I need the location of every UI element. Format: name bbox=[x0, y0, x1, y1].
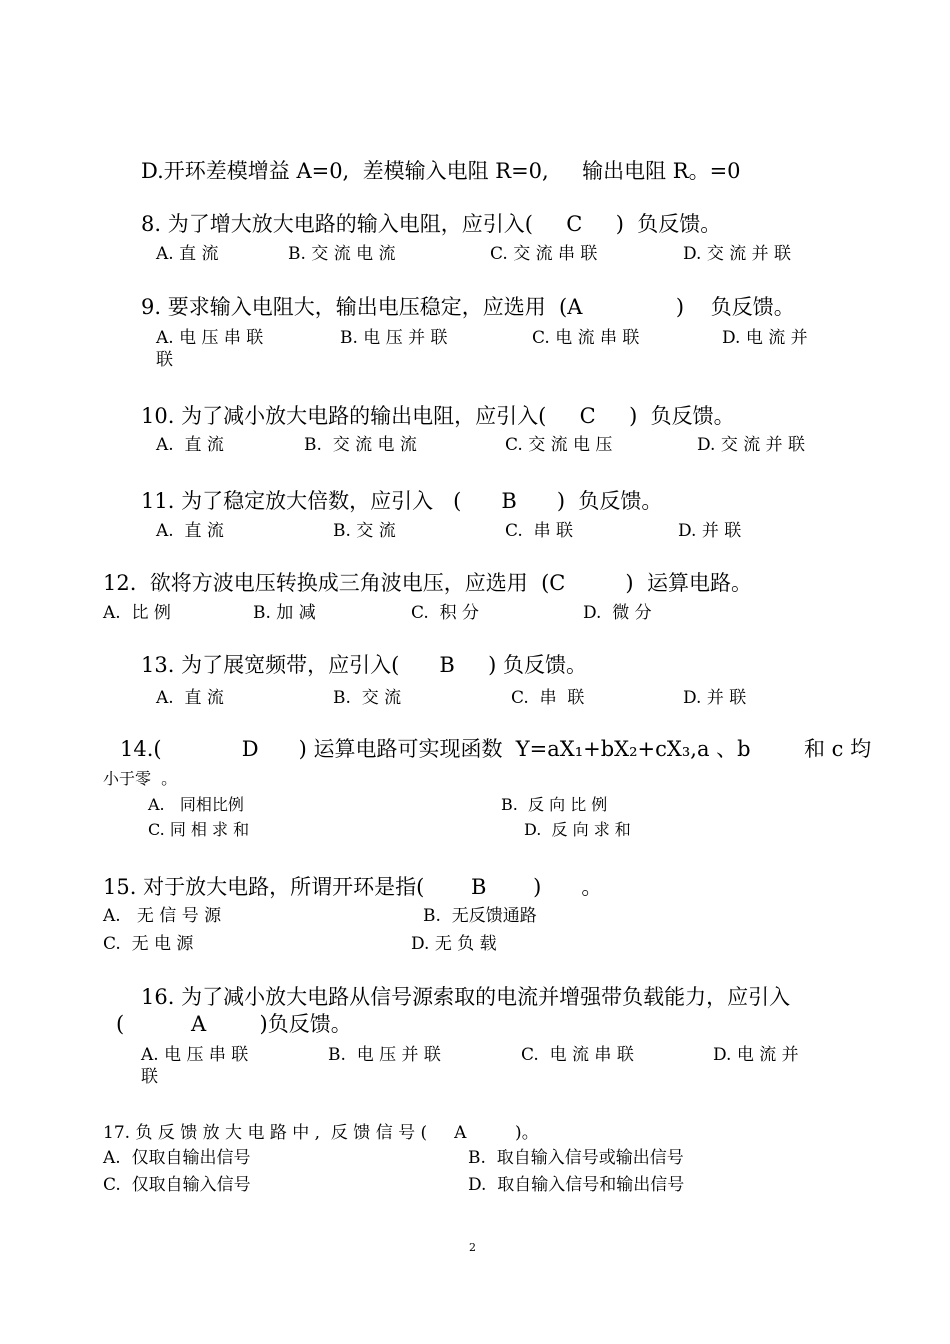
q12-option-a: A. 比 例 bbox=[103, 603, 171, 623]
q12-option-d: D. 微 分 bbox=[583, 603, 652, 623]
question-17: 17. 负 反 馈 放 大 电 路 中 , 反 馈 信 号 ( A )。 bbox=[103, 1123, 539, 1143]
q17-option-a: A. 仅取自输出信号 bbox=[103, 1148, 251, 1168]
question-12: 12. 欲将方波电压转换成三角波电压，应选用 (C ) 运算电路。 bbox=[103, 571, 752, 595]
q9-option-c: C. 电 流 串 联 bbox=[532, 328, 640, 348]
q9-option-a: A. 电 压 串 联 bbox=[156, 328, 264, 348]
q11-option-a: A. 直 流 bbox=[156, 521, 224, 541]
question-15: 15. 对于放大电路，所谓开环是指( B ) 。 bbox=[103, 875, 603, 899]
question-16: 16. 为了减小放大电路从信号源索取的电流并增强带负载能力，应引入 bbox=[141, 985, 791, 1009]
q14-option-d: D. 反 向 求 和 bbox=[524, 820, 631, 839]
q11-option-b: B. 交 流 bbox=[333, 521, 396, 541]
q13-option-c: C. 串 联 bbox=[511, 688, 585, 708]
question-13: 13. 为了展宽频带，应引入( B ) 负反馈。 bbox=[141, 653, 587, 677]
q8-option-b: B. 交 流 电 流 bbox=[288, 244, 396, 264]
question-8: 8. 为了增大放大电路的输入电阻，应引入( C ) 负反馈。 bbox=[141, 212, 722, 236]
question-14-continued: 小于零 。 bbox=[103, 769, 178, 788]
q16-option-d: D. 电 流 并 bbox=[713, 1045, 799, 1065]
q11-option-c: C. 串 联 bbox=[505, 521, 574, 541]
q13-option-b: B. 交 流 bbox=[333, 688, 402, 708]
q14-option-c: C. 同 相 求 和 bbox=[148, 820, 250, 839]
q15-option-a: A. 无 信 号 源 bbox=[103, 906, 222, 926]
q9-option-d: D. 电 流 并 bbox=[722, 328, 808, 348]
q12-option-c: C. 积 分 bbox=[411, 603, 480, 623]
question-14: 14.( D ) 运算电路可实现函数 Y=aX₁+bX₂+cX₃,a 、b 和 c 均 bbox=[120, 737, 872, 761]
q10-option-a: A. 直 流 bbox=[156, 435, 224, 455]
q9-option-d-wrap: 联 bbox=[156, 350, 173, 370]
q13-option-d: D. 并 联 bbox=[683, 688, 747, 708]
question-10: 10. 为了减小放大电路的输出电阻，应引入( C ) 负反馈。 bbox=[141, 404, 735, 428]
q11-option-d: D. 并 联 bbox=[678, 521, 742, 541]
q12-option-b: B. 加 减 bbox=[253, 603, 316, 623]
q15-option-b: B. 无反馈通路 bbox=[423, 906, 537, 926]
option-d-text: D.开环差模增益 A=0, 差模输入电阻 R=0, 输出电阻 R。=0 bbox=[141, 159, 741, 183]
q14-option-b: B. 反 向 比 例 bbox=[501, 795, 608, 814]
q15-option-c: C. 无 电 源 bbox=[103, 934, 194, 954]
q10-option-b: B. 交 流 电 流 bbox=[304, 435, 417, 455]
question-9: 9. 要求输入电阻大，输出电压稳定，应选用 (A ) 负反馈。 bbox=[141, 295, 795, 319]
q17-option-b: B. 取自输入信号或输出信号 bbox=[468, 1148, 684, 1168]
q10-option-d: D. 交 流 并 联 bbox=[697, 435, 806, 455]
q16-option-b: B. 电 压 并 联 bbox=[328, 1045, 441, 1065]
q8-option-a: A. 直 流 bbox=[156, 244, 219, 264]
question-16-continued: ( A )负反馈。 bbox=[116, 1012, 352, 1036]
q10-option-c: C. 交 流 电 压 bbox=[505, 435, 613, 455]
q17-option-c: C. 仅取自输入信号 bbox=[103, 1175, 251, 1195]
q17-option-d: D. 取自输入信号和输出信号 bbox=[468, 1175, 685, 1195]
page-number: 2 bbox=[469, 1241, 476, 1254]
q14-option-a: A. 同相比例 bbox=[148, 795, 244, 814]
q16-option-c: C. 电 流 串 联 bbox=[521, 1045, 634, 1065]
q16-option-a: A. 电 压 串 联 bbox=[141, 1045, 249, 1065]
q9-option-b: B. 电 压 并 联 bbox=[340, 328, 448, 348]
q13-option-a: A. 直 流 bbox=[156, 688, 224, 708]
question-11: 11. 为了稳定放大倍数，应引入 ( B ) 负反馈。 bbox=[141, 489, 663, 513]
q16-option-d-wrap: 联 bbox=[141, 1067, 158, 1087]
q15-option-d: D. 无 负 载 bbox=[411, 934, 497, 954]
q8-option-d: D. 交 流 并 联 bbox=[683, 244, 792, 264]
q8-option-c: C. 交 流 串 联 bbox=[490, 244, 598, 264]
